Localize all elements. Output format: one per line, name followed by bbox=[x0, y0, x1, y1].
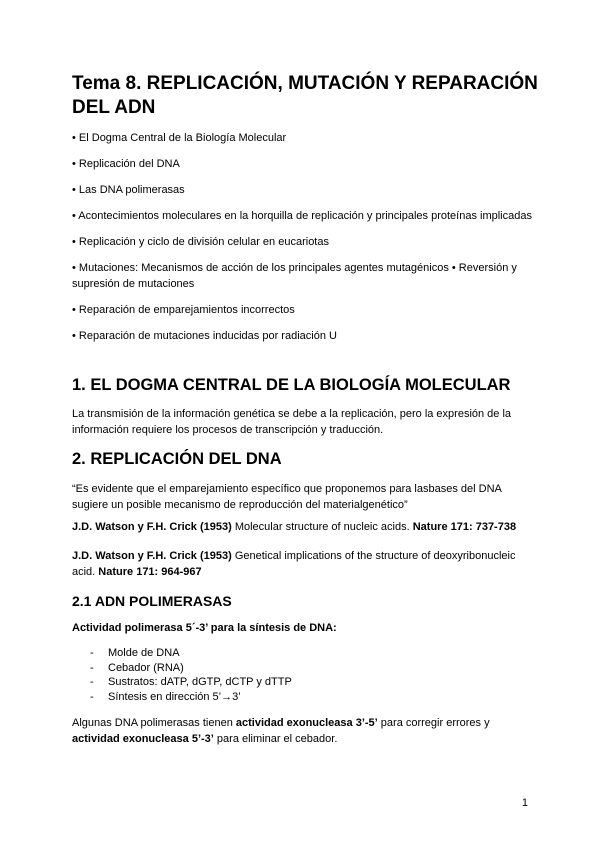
polymerase-activity-subheading: Actividad polimerasa 5´-3’ para la síntesis de DNA: bbox=[72, 622, 337, 634]
topic-item: • Reparación de emparejamientos incorrectos bbox=[72, 304, 295, 316]
requirement-item: - Sustratos: dATP, dGTP, dCTP y dTTP bbox=[90, 675, 292, 690]
exonuclease-5-3: actividad exonucleasa 5’-3’ bbox=[72, 733, 214, 745]
section-1-heading: 1. EL DOGMA CENTRAL DE LA BIOLOGÍA MOLECULAR bbox=[72, 376, 511, 394]
exonuclease-text-2: para corregir errores y bbox=[377, 717, 490, 729]
section-2-1-heading: 2.1 ADN POLIMERASAS bbox=[72, 593, 232, 609]
watson-crick-quote: “Es evidente que el emparejamiento específico que proponemos para lasbases del DNA sugiere un posible mecanismo de reproducción del materialgenético” bbox=[72, 483, 502, 511]
reference-1-title: Molecular structure of nucleic acids. bbox=[231, 521, 413, 533]
reference-1-journal: Nature 171: 737-738 bbox=[412, 521, 517, 533]
topic-item: • El Dogma Central de la Biología Molecular bbox=[72, 132, 287, 144]
reference-1 bbox=[72, 519, 532, 535]
exonuclease-3-5: actividad exonucleasa 3’-5’ bbox=[235, 717, 378, 729]
reference-2-journal: Nature 171: 964-967 bbox=[98, 566, 202, 578]
page-number: 1 bbox=[521, 797, 528, 809]
topic-item: • Mutaciones: Mecanismos de acción de los principales agentes mutagénicos • Reversión y supresión de mutaciones bbox=[72, 262, 517, 290]
reference-2 bbox=[72, 548, 532, 580]
requirements-list bbox=[90, 646, 292, 704]
topic-item: • Replicación y ciclo de división celular en eucariotas bbox=[72, 236, 329, 248]
section-2-heading: 2. REPLICACIÓN DEL DNA bbox=[72, 450, 282, 468]
requirement-item: - Cebador (RNA) bbox=[90, 661, 292, 676]
exonuclease-text-3: para eliminar el cebador. bbox=[213, 733, 338, 745]
reference-2-title: Genetical implications of the structure of deoxyribonucleic acid. bbox=[72, 550, 516, 578]
page-title: Tema 8. REPLICACIÓN, MUTACIÓN Y REPARACIÓN DEL ADN bbox=[72, 73, 538, 118]
reference-2-authors: J.D. Watson y F.H. Crick (1953) bbox=[72, 550, 232, 562]
section-1-text: La transmisión de la información genética se debe a la replicación, pero la expresión de la información requiere los procesos de transcripción y traducción. bbox=[72, 408, 512, 436]
exonuclease-paragraph bbox=[72, 715, 532, 747]
requirement-item: - Molde de DNA bbox=[90, 646, 292, 661]
requirement-item: - Síntesis en dirección 5’→3’ bbox=[90, 690, 292, 705]
topic-item: • Acontecimientos moleculares en la horquilla de replicación y principales proteínas implicadas bbox=[72, 210, 532, 222]
exonuclease-text-1: Algunas DNA polimerasas tienen bbox=[72, 717, 236, 729]
topic-list bbox=[72, 130, 532, 344]
reference-1-authors: J.D. Watson y F.H. Crick (1953) bbox=[72, 521, 232, 533]
topic-item: • Las DNA polimerasas bbox=[72, 184, 185, 196]
topic-item: • Replicación del DNA bbox=[72, 158, 180, 170]
topic-item: • Reparación de mutaciones inducidas por radiación U bbox=[72, 330, 337, 342]
